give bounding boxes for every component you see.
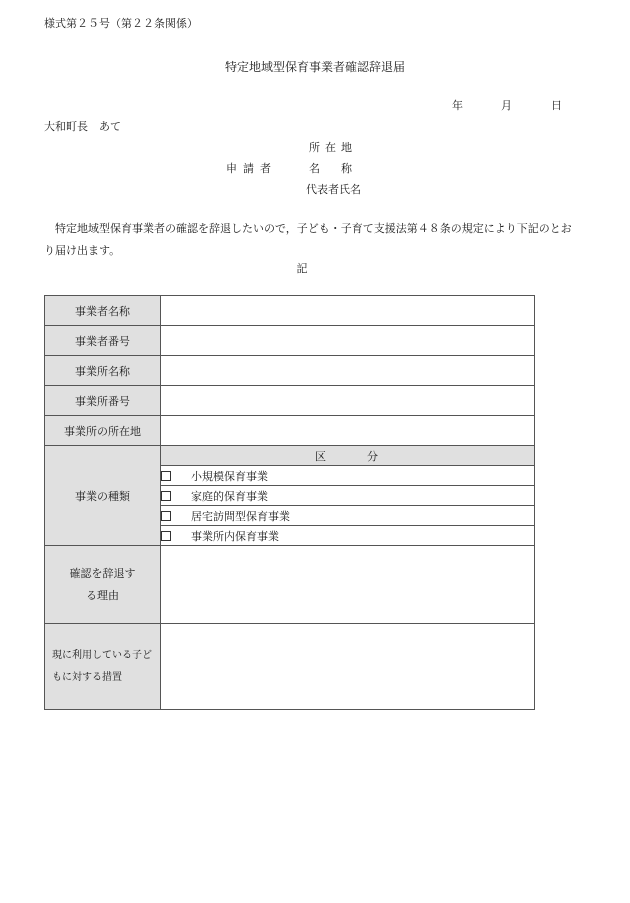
category-header: 区 分: [161, 446, 535, 466]
checkbox-icon[interactable]: [161, 491, 171, 501]
checkbox-icon[interactable]: [161, 471, 171, 481]
table-row: [45, 624, 535, 710]
checkbox-icon[interactable]: [161, 531, 171, 541]
declaration-text: 特定地域型保育事業者の確認を辞退したいので，子ども・子育て支援法第４８条の規定により下記のとおり届け出ます。: [44, 222, 572, 257]
applicant-address-label: 所在地: [309, 141, 357, 154]
facility-number-field[interactable]: [161, 386, 535, 416]
row-label: 事業所の所在地: [45, 416, 161, 446]
option-label: 事業所内保育事業: [191, 529, 279, 543]
measures-field[interactable]: [161, 624, 535, 710]
date-month-label: 月: [501, 99, 512, 112]
table-row: [45, 296, 535, 326]
reason-field[interactable]: [161, 546, 535, 624]
addressee: 大和町長 あて: [44, 120, 121, 133]
document-title: 特定地域型保育事業者確認辞退届: [224, 60, 405, 74]
option-small-scale[interactable]: [161, 466, 535, 486]
table-row: [45, 356, 535, 386]
measures-label: 現に利用している子どもに対する措置: [45, 624, 161, 710]
withdrawal-form-table: [44, 295, 535, 710]
applicant-representative-label: 代表者氏名: [306, 183, 361, 196]
business-type-label: 事業の種類: [45, 446, 161, 546]
table-row: [45, 446, 535, 466]
form-number: 様式第２５号（第２２条関係）: [44, 17, 198, 30]
date-year-label: 年: [452, 99, 463, 112]
business-operator-number-field[interactable]: [161, 326, 535, 356]
row-label: 事業者番号: [45, 326, 161, 356]
table-row: [45, 546, 535, 624]
option-label: 家庭的保育事業: [191, 489, 268, 503]
table-row: [45, 326, 535, 356]
ki-heading: 記: [296, 262, 308, 275]
option-label: 小規模保育事業: [191, 469, 268, 483]
option-workplace[interactable]: [161, 526, 535, 546]
reason-label: 確認を辞退する理由: [45, 546, 161, 624]
facility-address-field[interactable]: [161, 416, 535, 446]
checkbox-icon[interactable]: [161, 511, 171, 521]
option-home-based[interactable]: [161, 486, 535, 506]
row-label: 事業所名称: [45, 356, 161, 386]
applicant-name-label: 名称: [309, 162, 373, 175]
table-row: [45, 416, 535, 446]
table-row: [45, 386, 535, 416]
row-label: 事業所番号: [45, 386, 161, 416]
option-home-visit[interactable]: [161, 506, 535, 526]
date-day-label: 日: [551, 99, 562, 112]
row-label: 事業者名称: [45, 296, 161, 326]
facility-name-field[interactable]: [161, 356, 535, 386]
applicant-label: 申請者: [226, 162, 277, 175]
option-label: 居宅訪問型保育事業: [191, 509, 290, 523]
business-operator-name-field[interactable]: [161, 296, 535, 326]
